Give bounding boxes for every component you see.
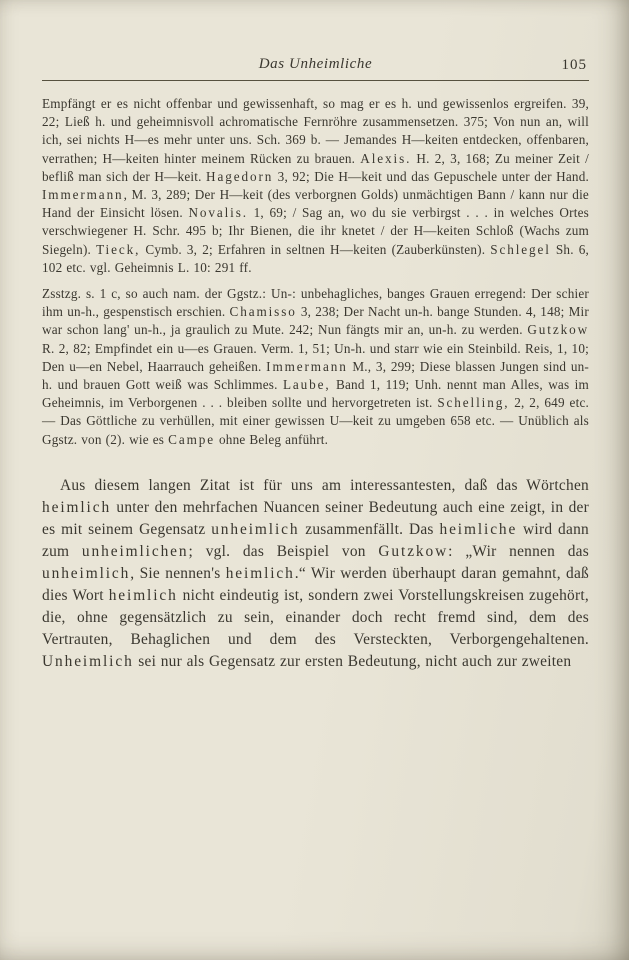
text-run: Aus diesem langen Zitat ist für uns am interessantesten, daß das Wörtchen [60,476,589,494]
text-block [42,95,589,673]
text-run: sei nur als Gegensatz zur ersten Bedeutung, nicht auch zur zweiten [133,652,572,670]
text-run: R. 2, 82; Empfindet ein u—es Grauen. Verm. 1, 51; Un-h. und starr wie ein Steinbild. Reis, 1, 10; Den u—en Nebel, Haarrauch geheißen. [42,340,589,374]
emphasized-text-run: Campe [168,431,215,447]
emphasized-text-run: Alexis. [360,150,412,166]
emphasized-text-run: Chamisso [229,304,297,320]
text-run: ; vgl. das Beispiel von [188,542,379,560]
emphasized-text-run: unheimlichen [81,542,189,560]
text-run: nicht eindeutig ist, sondern zwei Vorstellungskreisen zugehört, die, ohne gegensätzlich zu sein, einander doch recht fremd sind, dem des Vertrauten, Behaglichen und dem des Versteckten, Verborgengehaltenen. [42,586,589,648]
emphasized-text-run: Gutzkow [378,542,449,560]
paragraph-commentary [42,475,589,673]
text-run: Cymb. 3, 2; Erfahren in seltnen H—keiten (Zauberkünsten). [140,241,491,257]
emphasized-text-run: heimlich [108,586,178,604]
text-run: , Sie nennen's [130,564,226,582]
paragraph-dictionary-quote-unheimlich [42,285,589,449]
emphasized-text-run: heimlich [42,498,112,516]
text-run: , M. 3, 289; Der H—keit (des verborgnen Golds) unmächtigen Bann / kann nur die Hand der Einsicht lösen. [42,187,589,221]
emphasized-text-run: Hagedorn [206,168,274,184]
text-run: : „Wir nennen das [448,542,590,560]
emphasized-text-run: Tieck, [96,241,141,257]
text-run: 3, 238; Der Nacht un-h. bange Stunden. 4, 148; Mir war schon lang' un-h., ja graulich zu Mute. 242; Nun fängts mir an, un-h. zu werden. [42,304,589,338]
text-run: Zsstzg. s. 1 c, so auch nam. der Ggstz.: Un-: unbehagliches, banges Grauen erregend: Der schier ihm un-h., gespenstisch erschien. [42,286,589,320]
emphasized-text-run: heimlich [225,564,295,582]
emphasized-text-run: unheimlich [42,564,131,582]
text-run: H. 2, 3, 168; Zu meiner Zeit / befliß man sich der H—keit. [42,150,589,184]
emphasized-text-run: Novalis. [188,205,248,221]
emphasized-text-run: Schelling, [437,395,510,411]
text-run: ohne Beleg anführt. [215,431,329,447]
paragraph-dictionary-quote-heimlich [42,95,589,277]
text-run: Empfängt er es nicht offenbar und gewissenhaft, so mag er es h. und gewissenlos ergreifen. 39, 22; Ließ h. und geheimnisvoll achromatische Fernröhre zusammensetzen. 375; Von nun an, will ich, sei nichts H—es mehr unter uns. Sch. 369 b. — Jemandes H—keiten entdecken, offenbaren, verrathen; H—keiten hinter meinem Rücken zu brauen. [42,96,589,166]
text-run: .“ Wir werden überhaupt daran gemahnt, daß dies Wort [42,564,590,604]
text-run: wird dann zum [42,520,589,560]
emphasized-text-run: Schlegel [490,241,551,257]
text-run: 2, 2, 649 etc. — Das Göttliche zu verhüllen, mit einer gewissen U—keit zu umgeben 658 etc. — Unüblich als Ggstz. von (2). wie es [42,395,589,447]
emphasized-text-run: heimliche [439,520,518,538]
text-run: zusammenfällt. Das [299,520,440,538]
text-run: M., 3, 299; Diese blassen Jungen sind un-h. und brauen Gott weiß was Schlimmes. [42,358,589,393]
emphasized-text-run: unheimlich [211,520,300,538]
text-run: unter den mehrfachen Nuancen seiner Bedeutung auch eine zeigt, in der es mit seinem Gegensatz [42,498,589,538]
page-header [42,56,589,77]
emphasized-text-run: Unheimlich [42,652,134,670]
emphasized-text-run: Laube, [282,377,331,393]
text-run: 3, 92; Die H—keit und das Gepuschele unter der Hand. [273,168,589,184]
emphasized-text-run: Gutzkow [527,322,589,338]
emphasized-text-run: Immermann [266,358,348,374]
text-run: Sh. 6, 102 etc. vgl. Geheimnis L. 10: 291 ff. [42,241,589,275]
emphasized-text-run: Immermann [42,187,124,203]
header-rule [42,80,589,81]
text-run: Band 1, 119; Unh. nennt man Alles, was im Geheimnis, im Verborgenen . . . bleiben sollte und hervorgetreten ist. [42,377,589,411]
running-title: Das Unheimliche [258,56,373,72]
page-number: 105 [561,57,587,73]
text-run: 1, 69; / Sag an, wo du sie verbirgst . . . in welches Ortes verschwiegener H. Schr. 495 b; Ihr Bienen, die ihr knetet / der H—keiten Schloß (Wachs zum Siegeln). [42,205,589,257]
